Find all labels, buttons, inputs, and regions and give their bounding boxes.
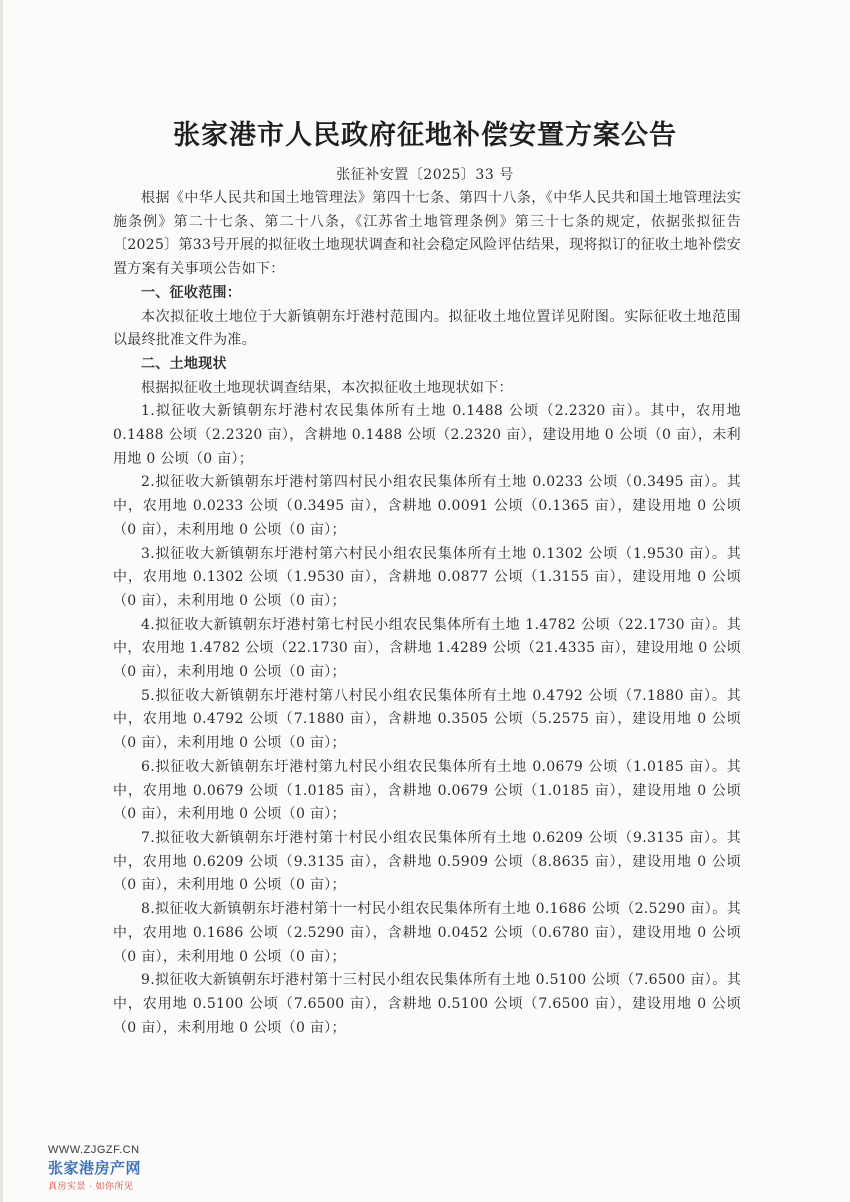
document-number: 张征补安置〔2025〕33 号 bbox=[336, 167, 514, 183]
page-title: 张家港市人民政府征地补偿安置方案公告 bbox=[173, 120, 677, 151]
section-heading-scope: 一、征收范围： bbox=[141, 284, 242, 301]
land-item: 8.拟征收大新镇朝东圩港村第十一村民小组农民集体所有土地 0.1686 公顷（2.5290 亩）。其中，农用地 0.1686 公顷（2.5290 亩），含耕地 0.0452 公顷（0.6780 亩），建设用地 0 公顷（0 亩），未利用地 0 公顷（0 亩）； bbox=[113, 901, 741, 965]
land-item: 6.拟征收大新镇朝东圩港村第九村民小组农民集体所有土地 0.0679 公顷（1.0185 亩）。其中，农用地 0.0679 公顷（1.0185 亩），含耕地 0.0679 公顷（1.0185 亩），建设用地 0 公顷（0 亩），未利用地 0 公顷（0 亩）； bbox=[113, 758, 741, 823]
watermark-slogan: 真房实景 · 如你所见 bbox=[48, 1181, 134, 1191]
land-item: 9.拟征收大新镇朝东圩港村第十三村民小组农民集体所有土地 0.5100 公顷（7.6500 亩）。其中，农用地 0.5100 公顷（7.6500 亩），含耕地 0.5100 公顷（7.6500 亩），建设用地 0 公顷（0 亩），未利用地 0 公顷（0 亩）； bbox=[113, 972, 741, 1036]
intro-paragraph: 根据《中华人民共和国土地管理法》第四十七条、第四十八条，《中华人民共和国土地管理法实施条例》第二十七条、第二十八条，《江苏省土地管理条例》第三十七条的规定，依据张拟征告〔2025〕第33号开展的拟征收土地现状调查和社会稳定风险评估结果，现将拟订的征收土地补偿安置方案有关事项公告如下： bbox=[113, 190, 741, 278]
section-land-status-intro: 根据拟征收土地现状调查结果，本次拟征收土地现状如下： bbox=[141, 379, 513, 396]
document-body bbox=[113, 187, 741, 1040]
land-item: 4.拟征收大新镇朝东圩港村第七村民小组农民集体所有土地 1.4782 公顷（22.1730 亩）。其中，农用地 1.4782 公顷（22.1730 亩），含耕地 1.4289 公顷（21.4335 亩），建设用地 0 公顷（0 亩），未利用地 0 公顷（0 亩）； bbox=[113, 616, 741, 681]
watermark-brand: 张家港房产网 bbox=[48, 1160, 142, 1177]
section-scope-text: 本次拟征收土地位于大新镇朝东圩港村范围内。拟征收土地位置详见附图。实际征收土地范围以最终批准文件为准。 bbox=[113, 308, 741, 349]
land-item: 5.拟征收大新镇朝东圩港村第八村民小组农民集体所有土地 0.4792 公顷（7.1880 亩）。其中，农用地 0.4792 公顷（7.1880 亩），含耕地 0.3505 公顷（5.2575 亩），建设用地 0 公顷（0 亩），未利用地 0 公顷（0 亩）； bbox=[113, 687, 741, 752]
land-item: 3.拟征收大新镇朝东圩港村第六村民小组农民集体所有土地 0.1302 公顷（1.9530 亩）。其中，农用地 0.1302 公顷（1.9530 亩），含耕地 0.0877 公顷（1.3155 亩），建设用地 0 公顷（0 亩），未利用地 0 公顷（0 亩）； bbox=[113, 545, 741, 609]
section-heading-land-status: 二、土地现状 bbox=[141, 355, 227, 372]
land-item: 7.拟征收大新镇朝东圩港村第十村民小组农民集体所有土地 0.6209 公顷（9.3135 亩）。其中，农用地 0.6209 公顷（9.3135 亩），含耕地 0.5909 公顷（8.8635 亩），建设用地 0 公顷（0 亩），未利用地 0 公顷（0 亩）； bbox=[113, 829, 741, 894]
land-item: 2.拟征收大新镇朝东圩港村第四村民小组农民集体所有土地 0.0233 公顷（0.3495 亩）。其中，农用地 0.0233 公顷（0.3495 亩），含耕地 0.0091 公顷（0.1365 亩），建设用地 0 公顷（0 亩），未利用地 0 公顷（0 亩）； bbox=[113, 474, 741, 538]
watermark-url: WWW.ZJGZF.CN bbox=[48, 1144, 140, 1156]
land-item: 1.拟征收大新镇朝东圩港村农民集体所有土地 0.1488 公顷（2.2320 亩）。其中，农用地 0.1488 公顷（2.2320 亩），含耕地 0.1488 公顷（2.2320 亩），建设用地 0 公顷（0 亩），未利用地 0 公顷（0 亩）； bbox=[113, 403, 741, 467]
site-watermark bbox=[48, 1144, 188, 1192]
